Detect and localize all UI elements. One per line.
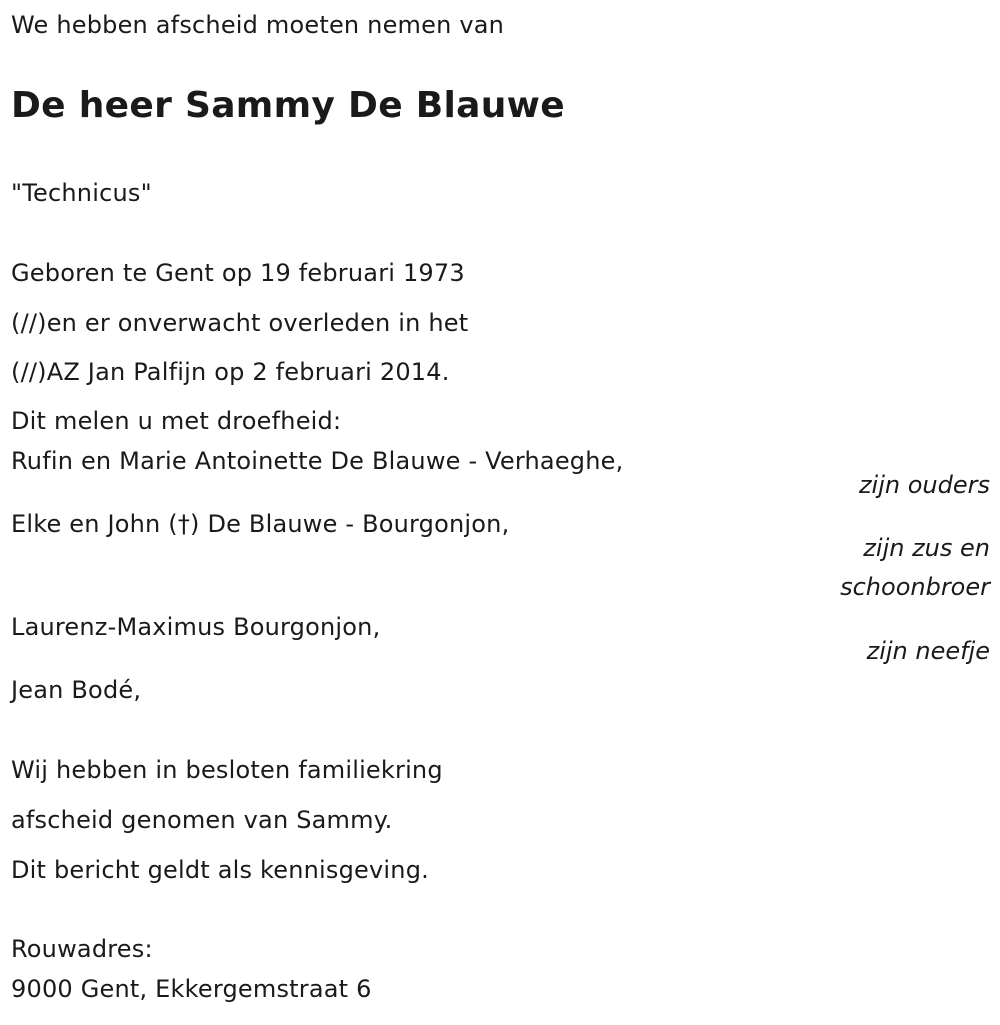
deceased-name: De heer Sammy De Blauwe [11, 85, 565, 126]
relation-line: zijn ouders [858, 471, 990, 499]
closing-line-1: Wij hebben in besloten familiekring [11, 756, 443, 784]
family-names-sister: Elke en John (†) De Blauwe - Bourgonjon, [11, 510, 510, 538]
family-relation-sister [840, 529, 990, 607]
address-label: Rouwadres: [11, 935, 153, 963]
closing-line-2: afscheid genomen van Sammy. [11, 806, 393, 834]
family-names-parents: Rufin en Marie Antoinette De Blauwe - Verhaeghe, [11, 447, 624, 475]
announcement: Dit melen u met droefheid: [11, 407, 342, 435]
relation-line: zijn zus en [863, 534, 990, 562]
address-line: 9000 Gent, Ekkergemstraat 6 [11, 975, 372, 1003]
birth-line-3: (//)AZ Jan Palfijn op 2 februari 2014. [11, 358, 450, 386]
closing-line-3: Dit bericht geldt als kennisgeving. [11, 856, 429, 884]
family-relation-nephew [867, 632, 990, 671]
intro-text: We hebben afscheid moeten nemen van [11, 11, 505, 39]
relation-line: zijn neefje [866, 637, 990, 665]
birth-line-2: (//)en er onverwacht overleden in het [11, 309, 469, 337]
family-relation-parents [859, 466, 990, 505]
family-names-nephew: Laurenz-Maximus Bourgonjon, [11, 613, 381, 641]
nickname: "Technicus" [11, 179, 152, 207]
family-names-jean: Jean Bodé, [11, 676, 142, 704]
birth-line-1: Geboren te Gent op 19 februari 1973 [11, 259, 465, 287]
relation-line: schoonbroer [840, 573, 990, 601]
